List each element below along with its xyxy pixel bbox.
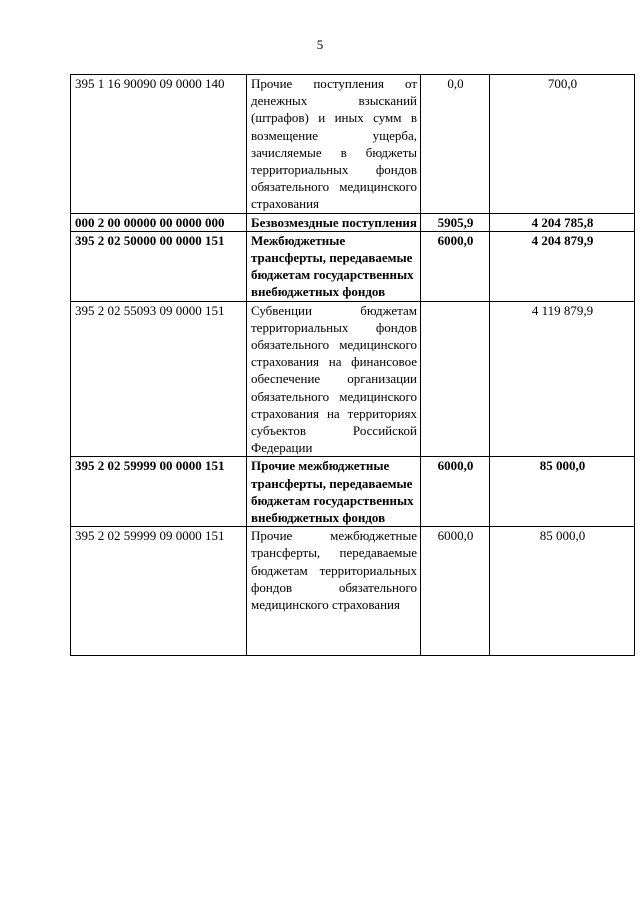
budget-revenue-table [70,74,635,656]
value-first [421,301,490,457]
value-first: 6000,0 [421,457,490,527]
value-second: 700,0 [490,75,635,214]
value-first: 0,0 [421,75,490,214]
classification-code: 395 2 02 59999 00 0000 151 [71,457,247,527]
value-second: 4 204 879,9 [490,231,635,301]
revenue-name: Субвенции бюджетам территориальных фондов обязательного медицинского страхования на финансовое обеспечение организации обязательного медицинского страхования на территориях субъектов Российской Федерации [247,301,421,457]
page-number: 5 [316,37,324,52]
value-first: 6000,0 [421,231,490,301]
classification-code: 000 2 00 00000 00 0000 000 [71,213,247,231]
revenue-name: Прочие межбюджетные трансферты, передаваемые бюджетам государственных внебюджетных фондов [247,457,421,527]
classification-code: 395 2 02 50000 00 0000 151 [71,231,247,301]
value-second: 4 119 879,9 [490,301,635,457]
classification-code: 395 2 02 59999 09 0000 151 [71,527,247,656]
value-second: 85 000,0 [490,527,635,656]
revenue-name: Прочие межбюджетные трансферты, передаваемые бюджетам территориальных фондов обязательного медицинского страхования [247,527,421,656]
revenue-name: Прочие поступления от денежных взысканий (штрафов) и иных сумм в возмещение ущерба, зачисляемые в бюджеты территориальных фондов обязательного медицинского страхования [247,75,421,214]
table-row [71,527,635,656]
table-row [71,75,635,214]
value-first: 6000,0 [421,527,490,656]
value-second: 85 000,0 [490,457,635,527]
classification-code: 395 1 16 90090 09 0000 140 [71,75,247,214]
table-row [71,457,635,527]
table-row [71,213,635,231]
table-row [71,231,635,301]
classification-code: 395 2 02 55093 09 0000 151 [71,301,247,457]
value-first: 5905,9 [421,213,490,231]
revenue-name: Межбюджетные трансферты, передаваемые бюджетам государственных внебюджетных фондов [247,231,421,301]
table-row [71,301,635,457]
revenue-name: Безвозмездные поступления [247,213,421,231]
value-second: 4 204 785,8 [490,213,635,231]
